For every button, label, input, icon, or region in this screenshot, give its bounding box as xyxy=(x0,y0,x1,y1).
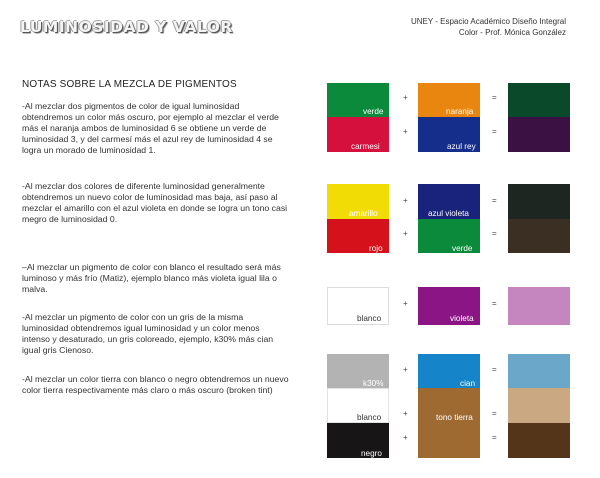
equals-sign: = xyxy=(492,93,497,102)
equals-sign: = xyxy=(492,229,497,238)
swatch-result xyxy=(508,423,570,458)
swatch-result xyxy=(508,117,570,152)
swatch-label: violeta xyxy=(450,314,474,323)
equals-sign: = xyxy=(492,365,497,374)
plus-sign: + xyxy=(403,93,408,102)
equals-sign: = xyxy=(492,196,497,205)
institution-line: UNEY - Espacio Académico Diseño Integral xyxy=(410,17,566,26)
course-line: Color - Prof. Mónica González xyxy=(458,27,566,37)
note-paragraph: -Al mezclar dos colores de diferente luminosidad generalmente obtendremos un nuevo color de luminosidad mas baja, así paso al mezclar el amarillo con el azul violeta en donde se logra un tono casi megro de luminosidad 0. xyxy=(22,181,288,225)
note-paragraph: -Al mezclar un pigmento de color con un gris de la misma luminosidad obtendremos igual luminosidad y un color menos intenso y desaturado, un gris coloreado, ejemplo, k30% más cian igual gris Cienoso. xyxy=(22,312,274,356)
equals-sign: = xyxy=(492,299,497,308)
swatch-label: azul rey xyxy=(447,142,476,151)
swatch-label: k30% xyxy=(363,379,384,388)
note-paragraph: -Al mezclar un color tierra con blanco o negro obtendremos un nuevo color tierra respectivamente más claro o más oscuro (broken tint) xyxy=(22,374,289,396)
swatch-label: blanco xyxy=(357,314,382,323)
swatch-label: blanco xyxy=(357,413,382,422)
swatch-label: azul violeta xyxy=(428,209,469,218)
plus-sign: + xyxy=(403,409,408,418)
swatch-label: naranja xyxy=(446,107,474,116)
swatch-result xyxy=(508,354,570,388)
equals-sign: = xyxy=(492,127,497,136)
plus-sign: + xyxy=(403,127,408,136)
swatch-label: negro xyxy=(361,449,382,458)
swatch-result xyxy=(508,287,570,325)
swatch-result xyxy=(508,219,570,253)
swatch-label: amarillo xyxy=(349,209,378,218)
swatch-label: carmesi xyxy=(351,142,380,151)
swatch-label: cian xyxy=(460,379,476,388)
swatch-label: verde xyxy=(452,244,473,253)
equals-sign: = xyxy=(492,433,497,442)
swatch-result xyxy=(508,83,570,117)
note-paragraph: -Al mezclar dos pigmentos de color de igual luminosidad obtendremos un color más oscuro, por ejemplo al mezclar el verde más el naranja ambos de luminosidad 6 se obtiene un verde de luminosidad 3, y del carmesí más el azul rey de luminosidad 4 se logra un morado de luminosidad 1. xyxy=(22,101,279,156)
plus-sign: + xyxy=(403,365,408,374)
swatch-label: rojo xyxy=(369,244,383,253)
note-paragraph: –Al mezclar un pigmento de color con blanco el resultado será más luminoso y más frío (Matiz), ejemplo blanco más violeta igual lila o malva. xyxy=(22,262,281,295)
equals-sign: = xyxy=(492,409,497,418)
institution-info xyxy=(411,17,566,38)
swatch-tono-tierra xyxy=(418,388,480,458)
swatch-result xyxy=(508,184,570,219)
swatch-result xyxy=(508,388,570,423)
plus-sign: + xyxy=(403,299,408,308)
plus-sign: + xyxy=(403,433,408,442)
swatch-label: verde xyxy=(363,107,384,116)
plus-sign: + xyxy=(403,196,408,205)
page-title: LUMINOSIDAD Y VALOR xyxy=(20,18,233,36)
swatch-label: tono tierra xyxy=(436,413,473,422)
notes-heading: NOTAS SOBRE LA MEZCLA DE PIGMENTOS xyxy=(22,79,237,90)
plus-sign: + xyxy=(403,229,408,238)
